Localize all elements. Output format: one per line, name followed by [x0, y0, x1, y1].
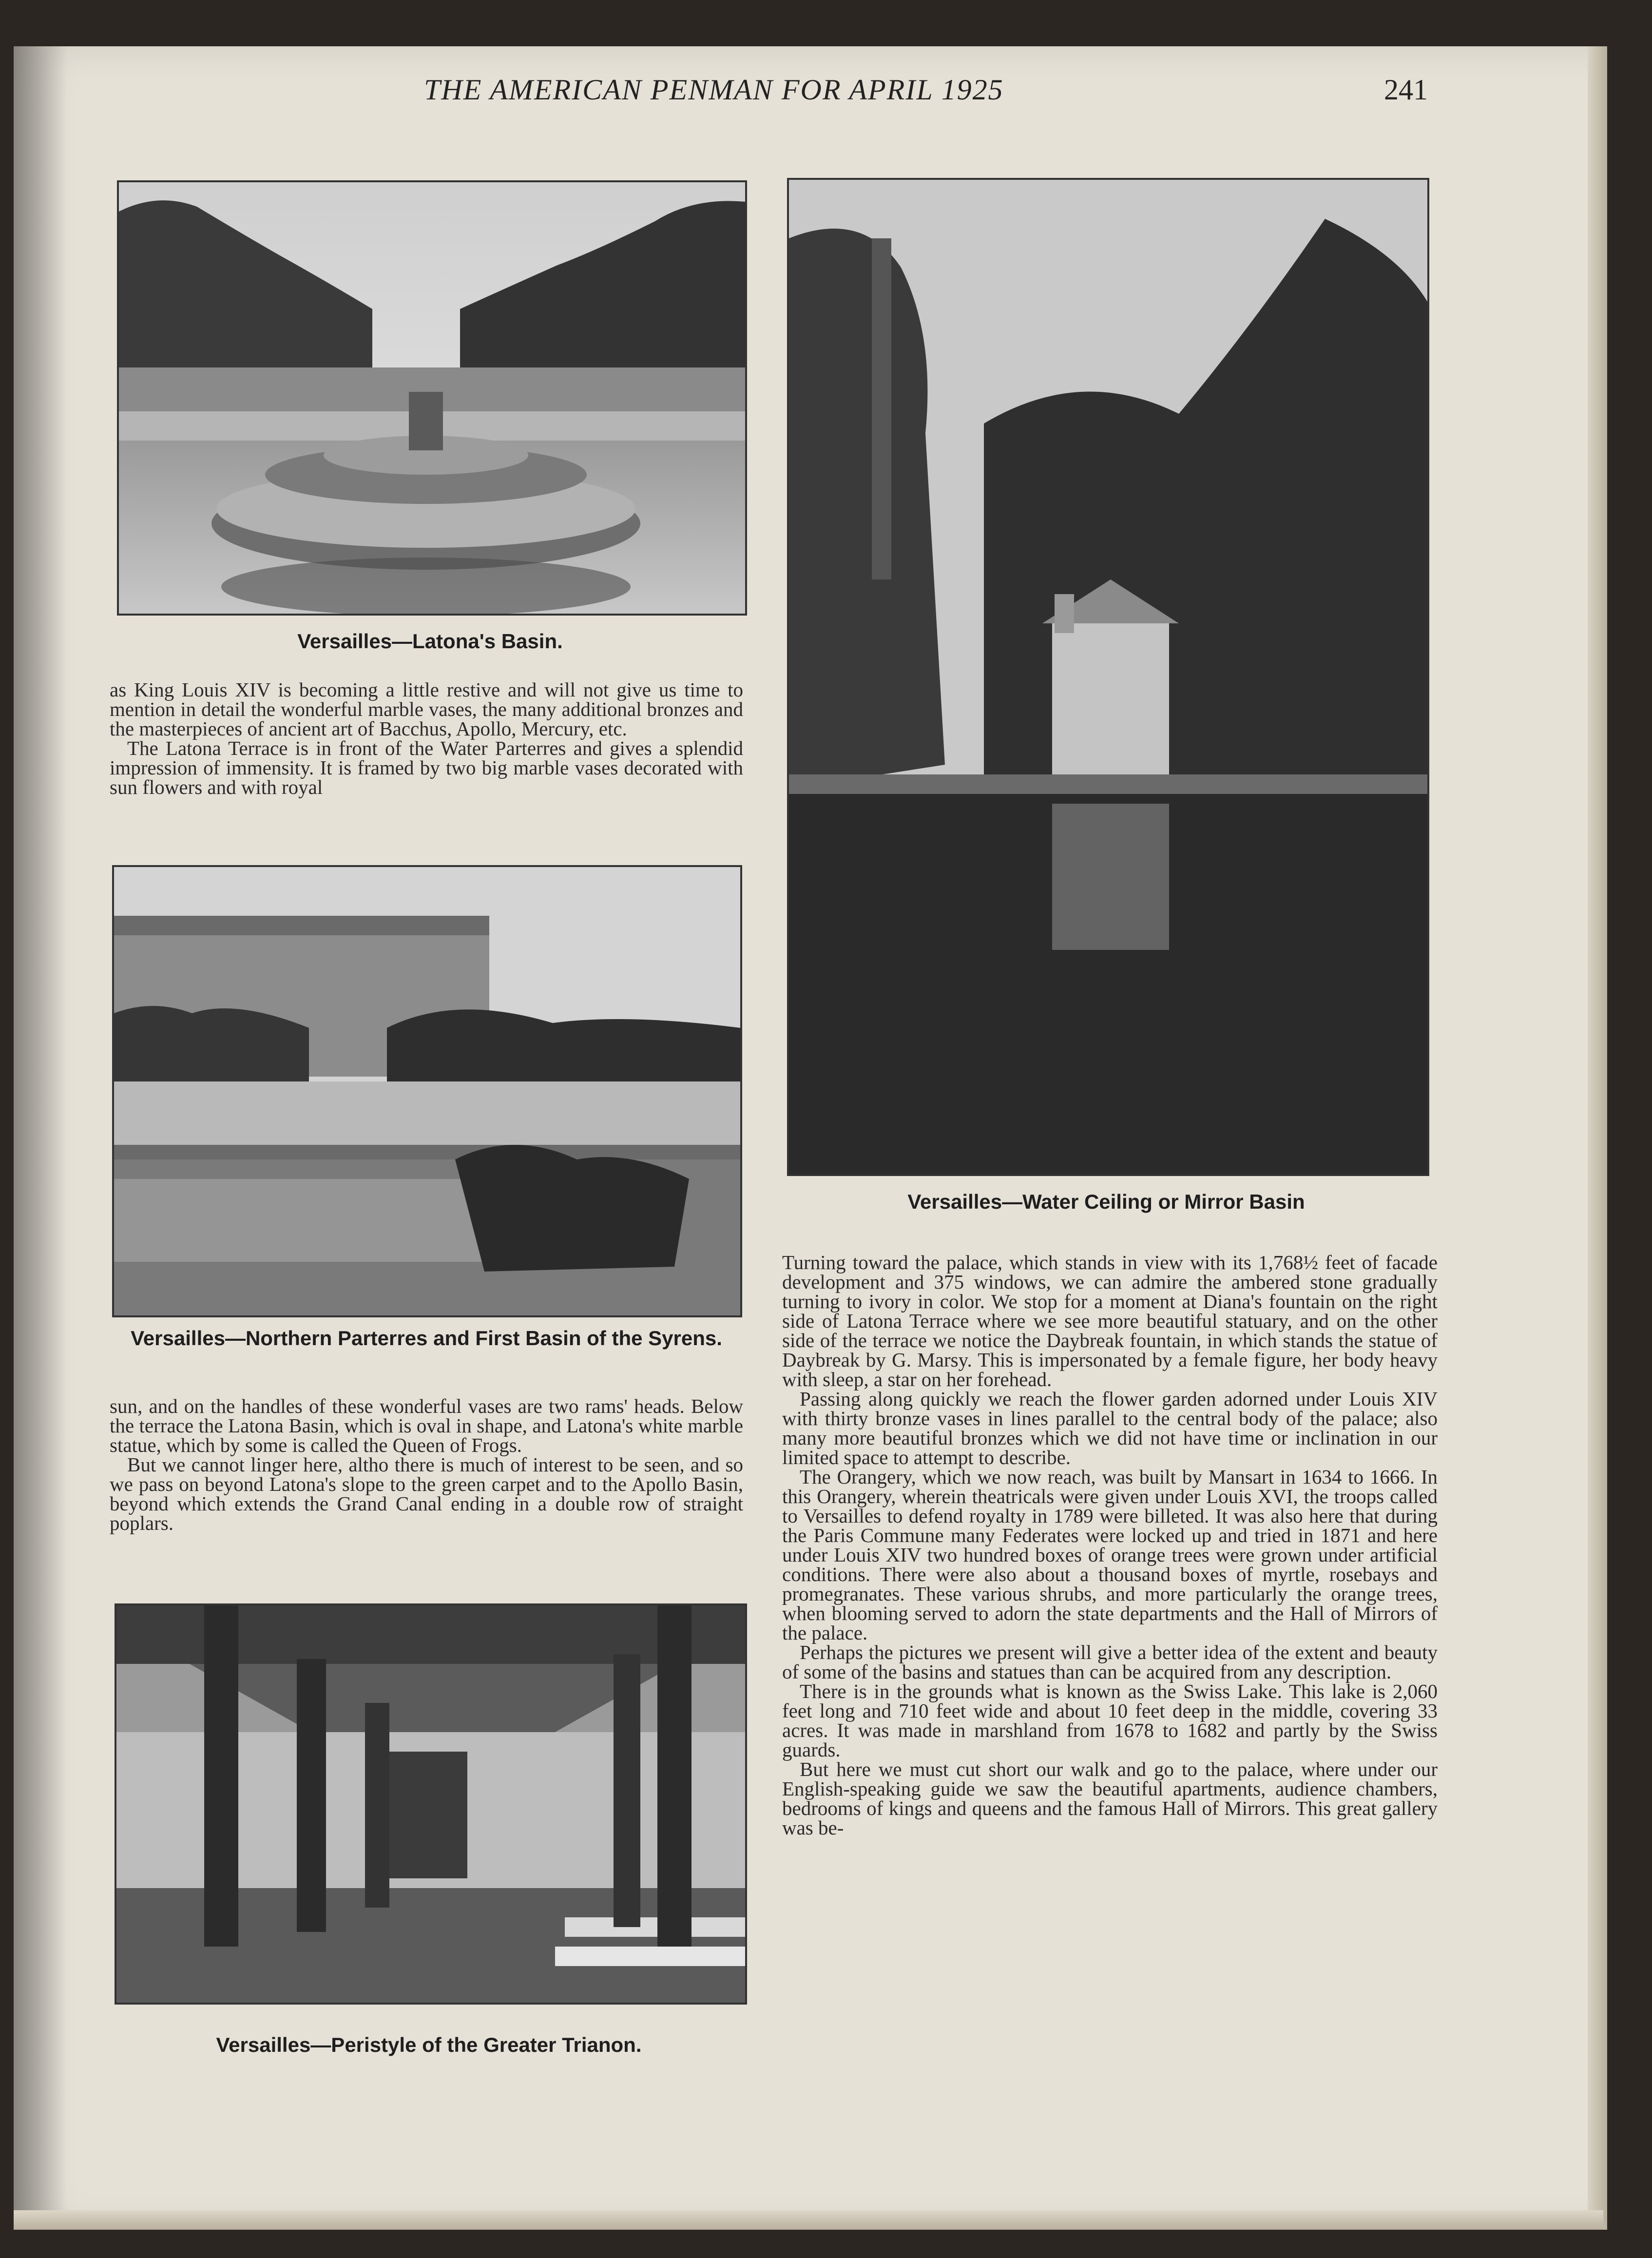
paragraph: The Orangery, which we now reach, was built by Mansart in 1634 to 1666. In this Orangery, wherein theatricals were given under Louis XVI, the troops called to Versailles to defend royalty in 1789 were billeted. It was also here that during the Paris Commune many Federates were locked up and tried in 1871 and here under Louis XIV two hundred boxes of orange trees were grown under artificial conditions. There were also about a thousand boxes of myrtle, rosebays and promegranates. These various shrubs, and more particularly the orange trees, when blooming served to adorn the state departments and the Hall of Mirrors of the palace.	[782, 1466, 1438, 1644]
caption-latona-basin: Versailles—Latona's Basin.	[297, 630, 563, 653]
caption-peristyle-trianon: Versailles—Peristyle of the Greater Trianon.	[216, 2033, 642, 2056]
page-number: 241	[1384, 74, 1428, 106]
paragraph: sun, and on the handles of these wonderful vases are two rams' heads. Below the terrace the Latona Basin, which is oval in shape, and Latona's white marble statue, which by some is called the Queen of Frogs.	[110, 1395, 743, 1456]
left-text-block-2	[110, 1396, 743, 1533]
photo-peristyle-trianon	[115, 1603, 747, 2005]
caption-northern-parterres: Versailles—Northern Parterres and First Basin of the Syrens.	[131, 1327, 722, 1350]
page-edge	[1588, 46, 1607, 2230]
photo-mirror-basin	[787, 178, 1429, 1176]
running-header: THE AMERICAN PENMAN FOR APRIL 1925	[424, 74, 1004, 106]
photo-latona-basin	[117, 180, 747, 616]
gutter-shadow	[14, 46, 67, 2230]
paragraph: The Latona Terrace is in front of the Water Parterres and gives a splendid impression of immensity. It is framed by two big marble vases decorated with sun flowers and with royal	[110, 737, 743, 798]
photo-northern-parterres	[112, 865, 742, 1317]
caption-mirror-basin: Versailles—Water Ceiling or Mirror Basin	[907, 1190, 1305, 1213]
paragraph: But here we must cut short our walk and go to the palace, where under our English-speaking guide we saw the beautiful apartments, audience chambers, bedrooms of kings and queens and the famous Hall of Mirrors. This great gallery was be-	[782, 1758, 1438, 1839]
left-text-block-1	[110, 680, 743, 797]
paragraph: There is in the grounds what is known as the Swiss Lake. This lake is 2,060 feet long and 710 feet wide and about 10 feet deep in the middle, covering 33 acres. It was made in marshland from 1678 to 1682 and partly by the Swiss guards.	[782, 1680, 1438, 1761]
paragraph: Perhaps the pictures we present will give a better idea of the extent and beauty of some of the basins and statues than can be acquired from any description.	[782, 1641, 1438, 1683]
page-bottom-edge	[14, 2210, 1603, 2230]
paragraph: Passing along quickly we reach the flower garden adorned under Louis XIV with thirty bronze vases in lines parallel to the central body of the palace; also many more beautiful bronzes which we did not have time or inclination in our limited space to attempt to describe.	[782, 1388, 1438, 1468]
paragraph: But we cannot linger here, altho there is much of interest to be seen, and so we pass on beyond Latona's slope to the green carpet and to the Apollo Basin, beyond which extends the Grand Canal ending in a double row of straight poplars.	[110, 1453, 743, 1534]
paragraph: Turning toward the palace, which stands in view with its 1,768½ feet of facade development and 375 windows, we can admire the ambered stone gradually turning to ivory in color. We stop for a moment at Diana's fountain on the right side of Latona Terrace where we see more beautiful statuary, and on the other side of the terrace we notice the Daybreak fountain, in which stands the statue of Daybreak by G. Marsy. This is impersonated by a female figure, her body heavy with sleep, a star on her forehead.	[782, 1251, 1438, 1390]
paragraph: as King Louis XIV is becoming a little restive and will not give us time to mention in detail the wonderful marble vases, the many additional bronzes and the masterpieces of ancient art of Bacchus, Apollo, Mercury, etc.	[110, 678, 743, 740]
right-text-column	[782, 1253, 1438, 1837]
